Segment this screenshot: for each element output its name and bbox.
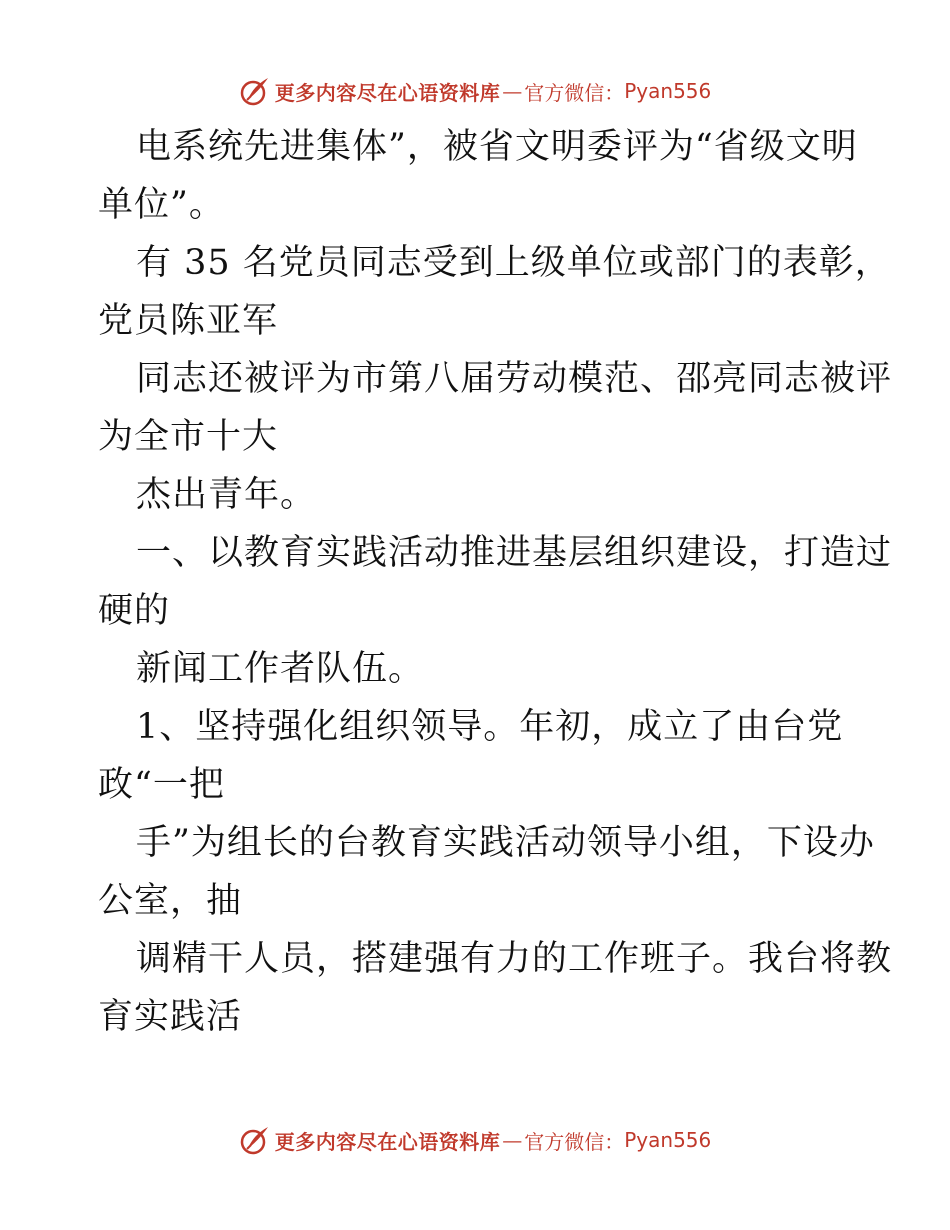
body-line: 同志还被评为市第八届劳动模范、邵亮同志被评 xyxy=(136,359,893,399)
quill-logo-icon xyxy=(239,75,271,107)
body-line: 党员陈亚军 xyxy=(98,301,279,341)
body-line: 手”为组长的台教育实践活动领导小组，下设办 xyxy=(136,823,875,863)
banner-site-text: 更多内容尽在心语资料库 xyxy=(274,1129,501,1154)
banner-account: Pyan556 xyxy=(624,1128,712,1152)
body-line: 杰出青年。 xyxy=(136,475,317,515)
banner-site-text: 更多内容尽在心语资料库 xyxy=(274,80,501,105)
body-line: 为全市十大 xyxy=(98,417,279,457)
body-line: 硬的 xyxy=(98,591,171,631)
header-watermark-banner xyxy=(0,71,950,111)
banner-account: Pyan556 xyxy=(624,79,712,103)
body-line: 单位”。 xyxy=(98,185,225,225)
banner-official-label: 官方微信： xyxy=(524,80,625,105)
quill-logo-icon xyxy=(239,1124,271,1156)
body-line: 1、坚持强化组织领导。年初，成立了由台党 xyxy=(136,707,844,747)
body-line: 新闻工作者队伍。 xyxy=(136,649,425,689)
body-line: 调精干人员，搭建强有力的工作班子。我台将教 xyxy=(136,939,893,979)
body-line: 公室，抽 xyxy=(98,881,243,921)
banner-official-label: 官方微信： xyxy=(524,1129,625,1154)
body-line: 育实践活 xyxy=(98,997,243,1037)
body-line: 一、以教育实践活动推进基层组织建设，打造过 xyxy=(136,533,893,573)
banner-dash: — xyxy=(502,79,523,103)
body-line: 政“一把 xyxy=(98,765,225,805)
banner-dash: — xyxy=(502,1128,523,1152)
footer-watermark-banner xyxy=(0,1120,950,1160)
body-line: 电系统先进集体”，被省文明委评为“省级文明 xyxy=(136,127,858,167)
body-line: 有 35 名党员同志受到上级单位或部门的表彰， xyxy=(136,243,891,283)
